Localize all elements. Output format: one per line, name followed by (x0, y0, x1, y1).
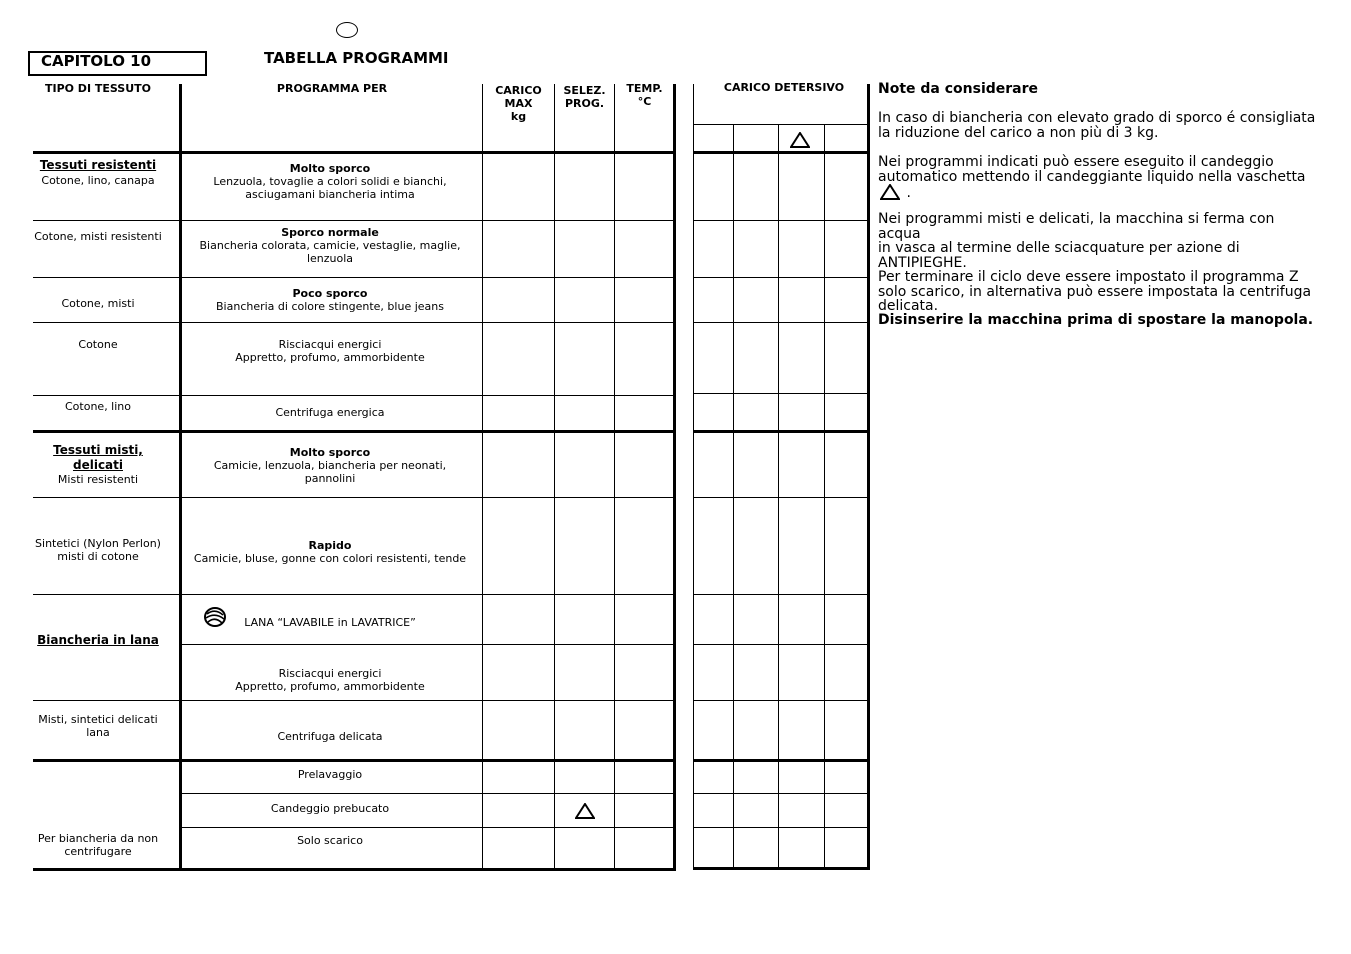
fabric-text: Cotone, misti resistenti (34, 230, 162, 243)
grid-line (693, 277, 870, 278)
wool-icon (203, 606, 227, 628)
grid-line (33, 430, 676, 433)
program-title: Poco sporco (292, 287, 368, 300)
grid-line (180, 644, 676, 645)
fabric-title: Tessuti resistenti (39, 158, 157, 172)
grid-line (33, 594, 676, 595)
notes-text: . (906, 185, 911, 201)
program-text: Biancheria colorata, camicie, vestaglie, maglie, lenzuola (199, 239, 461, 265)
grid-line (33, 151, 676, 154)
notes-paragraph: Nei programmi misti e delicati, la macchina si ferma con acqua in vasca al termine delle sciacquature per azione di ANTIPIEGHE. Per terminare il ciclo deve essere impostato il programma Z solo scarico, in alternativa può essere impostata la centrifuga delicata. (878, 211, 1312, 314)
fabric-title: Biancheria in lana (37, 633, 159, 647)
grid-line (180, 793, 676, 794)
fabric-title: Tessuti misti, delicati (53, 443, 143, 472)
program-text: LANA “LAVABILE in LAVATRICE” (244, 616, 416, 629)
program-text: Camicie, bluse, gonne con colori resistenti, tende (193, 552, 467, 565)
grid-line (482, 84, 483, 870)
fabric-text: Sintetici (Nylon Perlon) misti di cotone (35, 537, 161, 563)
grid-line (33, 322, 676, 323)
program-text: Prelavaggio (297, 768, 363, 781)
header-tipo: TIPO DI TESSUTO (44, 82, 152, 95)
grid-line (673, 84, 676, 870)
bleach-triangle-icon (880, 184, 900, 200)
grid-line (33, 868, 676, 871)
fabric-text: Cotone, lino, canapa (41, 174, 155, 187)
grid-line (33, 759, 676, 762)
grid-line (33, 497, 676, 498)
grid-line (33, 700, 676, 701)
notes-paragraph (878, 155, 1318, 201)
grid-line (33, 395, 676, 396)
grid-line (33, 220, 676, 221)
grid-line (693, 124, 870, 125)
notes-paragraph: In caso di biancheria con elevato grado di sporco é consigliata la riduzione del carico a non più di 3 kg. (878, 110, 1316, 141)
program-text: Candeggio prebucato (270, 802, 390, 815)
grid-line (693, 700, 870, 701)
program-text: Biancheria di colore stingente, blue jeans (216, 300, 444, 313)
bleach-triangle-icon (575, 803, 595, 819)
fabric-text: Misti, sintetici delicati lana (38, 713, 158, 739)
fabric-text: Per biancheria da non centrifugare (37, 832, 159, 858)
program-text: Solo scarico (297, 834, 363, 847)
grid-line (33, 277, 676, 278)
program-text: Lenzuola, tovaglie a colori solidi e bianchi, asciugamani biancheria intima (213, 175, 447, 201)
chapter-label: CAPITOLO 10 (41, 52, 152, 70)
notes-heading: Note da considerare (878, 81, 1039, 97)
grid-line (554, 84, 555, 870)
header-programma: PROGRAMMA PER (276, 82, 388, 95)
oval-icon (336, 22, 358, 38)
grid-line (180, 827, 676, 828)
notes-warning: Disinserire la macchina prima di spostare la manopola. (878, 312, 1314, 328)
program-title: Sporco normale (281, 226, 379, 239)
grid-line (693, 497, 870, 498)
program-text: Camicie, lenzuola, biancheria per neonati, pannolini (213, 459, 447, 485)
grid-line (693, 393, 870, 394)
header-selez: SELEZ. PROG. (563, 84, 606, 110)
program-text: Risciacqui energici Appretto, profumo, ammorbidente (235, 338, 425, 364)
fabric-text: Cotone (78, 338, 118, 351)
grid-line (693, 867, 870, 870)
fabric-text: Cotone, lino (65, 400, 131, 413)
header-carico: CARICO MAX kg (495, 84, 542, 123)
grid-line (693, 322, 870, 323)
header-detersivo: CARICO DETERSIVO (723, 81, 845, 94)
grid-line (693, 84, 694, 870)
grid-line (693, 644, 870, 645)
bleach-triangle-icon (790, 132, 810, 148)
page-title: TABELLA PROGRAMMI (264, 49, 449, 67)
grid-line (693, 759, 870, 762)
header-temp: TEMP. °C (626, 82, 663, 108)
program-title: Molto sporco (289, 446, 371, 459)
program-text: Risciacqui energici Appretto, profumo, ammorbidente (235, 667, 425, 693)
grid-line (693, 430, 870, 433)
notes-text: Nei programmi indicati può essere eseguito il candeggio automatico mettendo il candeggiante liquido nella vaschetta (878, 154, 1306, 185)
grid-line (693, 220, 870, 221)
grid-line (693, 151, 870, 154)
grid-line (693, 594, 870, 595)
program-title: Molto sporco (289, 162, 371, 175)
fabric-text: Cotone, misti (61, 297, 135, 310)
grid-line (693, 793, 870, 794)
program-text: Centrifuga energica (275, 406, 385, 419)
program-title: Rapido (308, 539, 352, 552)
grid-line (614, 84, 615, 870)
grid-line (693, 827, 870, 828)
grid-line (867, 84, 870, 870)
fabric-text: Misti resistenti (57, 473, 139, 486)
program-text: Centrifuga delicata (277, 730, 383, 743)
